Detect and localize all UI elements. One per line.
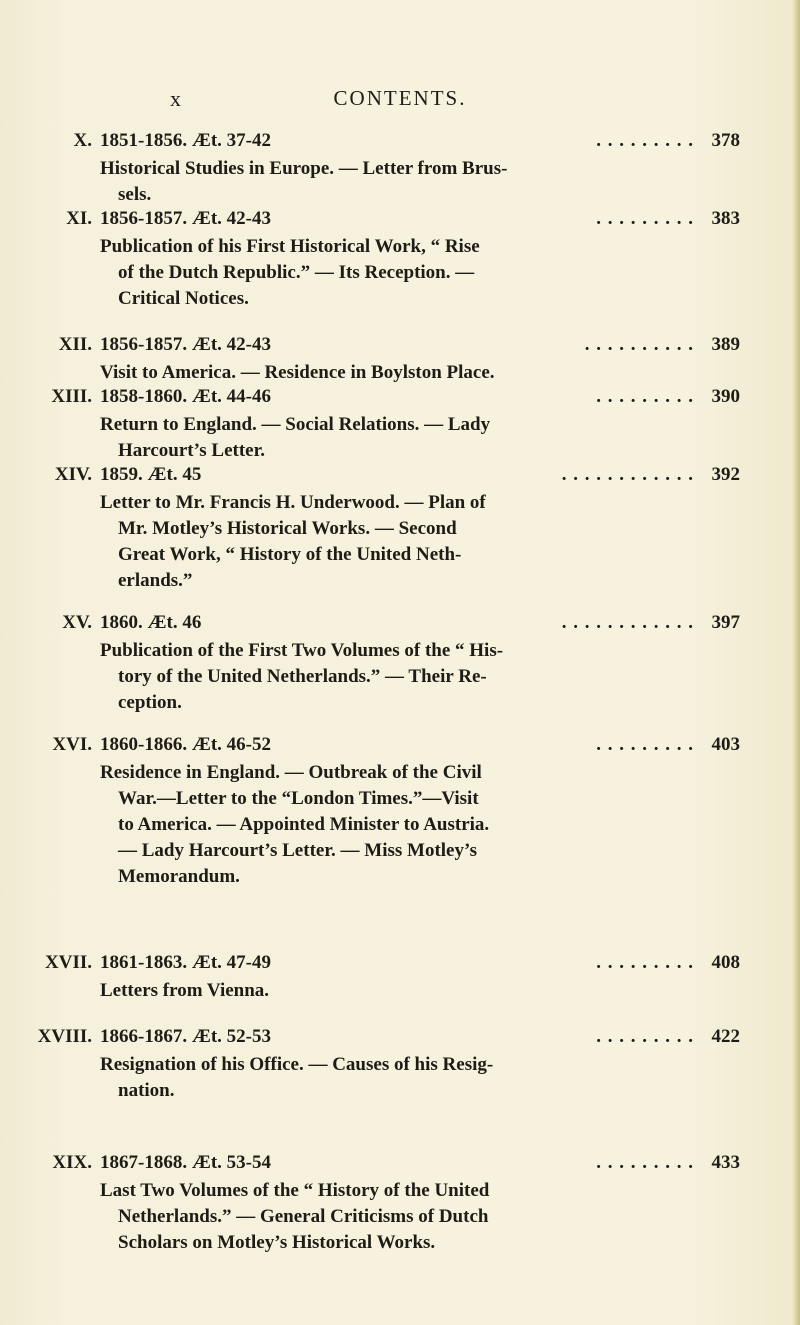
entry-heading	[58, 334, 740, 360]
running-head: CONTENTS.	[333, 86, 467, 110]
dot-leaders: . . . . . . . . .	[596, 952, 694, 973]
entry-heading	[54, 464, 740, 490]
chapter-dates: 1860. Æt. 46	[100, 612, 202, 633]
summary-line: ception.	[118, 692, 182, 713]
dot-leaders: . . . . . . . . .	[596, 1152, 694, 1173]
entry-summary	[100, 234, 740, 312]
entry-summary	[100, 360, 740, 386]
page-number: 397	[711, 612, 740, 633]
page-header	[0, 86, 800, 116]
summary-line: — Lady Harcourt’s Letter. — Miss Motley’s	[118, 840, 478, 861]
entry-heading	[62, 612, 740, 638]
summary-line: Publication of the First Two Volumes of the “ His-	[100, 640, 504, 661]
chapter-numeral: XIV.	[54, 464, 92, 485]
summary-line: sels.	[118, 184, 152, 205]
entry-heading	[73, 130, 740, 156]
dot-leaders: . . . . . . . . .	[596, 130, 694, 151]
summary-line: Great Work, “ History of the United Neth-	[118, 544, 462, 565]
page-number: 422	[711, 1026, 740, 1047]
chapter-numeral: XI.	[66, 208, 92, 229]
page-number: 392	[711, 464, 740, 485]
chapter-numeral: XIX.	[52, 1152, 92, 1173]
summary-line: Scholars on Motley’s Historical Works.	[118, 1232, 436, 1253]
summary-line: Netherlands.” — General Criticisms of Dutch	[118, 1206, 489, 1227]
entry-summary	[100, 1052, 740, 1104]
summary-line: War.—Letter to the “London Times.”—Visit	[118, 788, 479, 809]
contents-entry	[51, 386, 740, 464]
summary-line: tory of the United Netherlands.” — Their Re-	[118, 666, 487, 687]
chapter-numeral: XV.	[62, 612, 92, 633]
contents-entry	[45, 952, 740, 1004]
summary-line: to America. — Appointed Minister to Austria.	[118, 814, 490, 835]
entry-heading	[66, 208, 740, 234]
contents-entry	[52, 1152, 740, 1256]
chapter-dates: 1856-1857. Æt. 42-43	[100, 334, 271, 355]
chapter-dates: 1858-1860. Æt. 44-46	[100, 386, 271, 407]
entry-summary	[100, 156, 740, 208]
page-number: 390	[711, 386, 740, 407]
chapter-numeral: XVII.	[45, 952, 92, 973]
entry-summary	[100, 760, 740, 890]
contents-entry	[54, 464, 740, 594]
page-number: 408	[711, 952, 740, 973]
dot-leaders: . . . . . . . . . . . .	[561, 612, 694, 633]
page-number: 403	[711, 734, 740, 755]
chapter-dates: 1860-1866. Æt. 46-52	[100, 734, 271, 755]
chapter-numeral: XVI.	[52, 734, 92, 755]
contents-entry	[66, 208, 740, 312]
summary-line: nation.	[118, 1080, 175, 1101]
chapter-dates: 1867-1868. Æt. 53-54	[100, 1152, 271, 1173]
entry-heading	[45, 952, 740, 978]
contents-entry	[37, 1026, 740, 1104]
chapter-dates: 1851-1856. Æt. 37-42	[100, 130, 271, 151]
page-number: 433	[711, 1152, 740, 1173]
summary-line: Resignation of his Office. — Causes of his Resig-	[100, 1054, 494, 1075]
chapter-dates: 1859. Æt. 45	[100, 464, 202, 485]
contents-entry	[58, 334, 740, 386]
entry-heading	[51, 386, 740, 412]
chapter-dates: 1866-1867. Æt. 52-53	[100, 1026, 271, 1047]
contents-entry	[62, 612, 740, 716]
entry-summary	[100, 978, 740, 1004]
summary-line: Memorandum.	[118, 866, 240, 887]
entry-summary	[100, 638, 740, 716]
chapter-numeral: X.	[73, 130, 92, 151]
entry-heading	[52, 734, 740, 760]
entry-heading	[37, 1026, 740, 1052]
summary-line: Last Two Volumes of the “ History of the United	[100, 1180, 490, 1201]
summary-line: Visit to America. — Residence in Boylston Place.	[100, 362, 495, 383]
summary-line: Residence in England. — Outbreak of the Civil	[100, 762, 482, 783]
chapter-numeral: XII.	[58, 334, 92, 355]
summary-line: of the Dutch Republic.” — Its Reception. —	[118, 262, 475, 283]
chapter-dates: 1861-1863. Æt. 47-49	[100, 952, 271, 973]
page-number: 383	[711, 208, 740, 229]
dot-leaders: . . . . . . . . . . . .	[561, 464, 694, 485]
dot-leaders: . . . . . . . . .	[596, 386, 694, 407]
entry-summary	[100, 490, 740, 594]
page-folio: x	[170, 86, 182, 111]
dot-leaders: . . . . . . . . . .	[584, 334, 694, 355]
summary-line: Harcourt’s Letter.	[118, 440, 266, 461]
dot-leaders: . . . . . . . . .	[596, 208, 694, 229]
entry-summary	[100, 1178, 740, 1256]
summary-line: Mr. Motley’s Historical Works. — Second	[118, 518, 457, 539]
summary-line: Publication of his First Historical Work, “ Rise	[100, 236, 480, 257]
entry-heading	[52, 1152, 740, 1178]
summary-line: Letter to Mr. Francis H. Underwood. — Plan of	[100, 492, 486, 513]
chapter-dates: 1856-1857. Æt. 42-43	[100, 208, 271, 229]
entry-summary	[100, 412, 740, 464]
contents-entry	[52, 734, 740, 890]
summary-line: erlands.”	[118, 570, 193, 591]
summary-line: Critical Notices.	[118, 288, 249, 309]
dot-leaders: . . . . . . . . .	[596, 734, 694, 755]
dot-leaders: . . . . . . . . .	[596, 1026, 694, 1047]
summary-line: Historical Studies in Europe. — Letter from Brus-	[100, 158, 508, 179]
summary-line: Letters from Vienna.	[100, 980, 270, 1001]
contents-entry	[73, 130, 740, 208]
chapter-numeral: XIII.	[51, 386, 92, 407]
summary-line: Return to England. — Social Relations. — Lady	[100, 414, 491, 435]
page-edge	[792, 0, 800, 1325]
chapter-numeral: XVIII.	[37, 1026, 92, 1047]
page-number: 389	[711, 334, 740, 355]
page-number: 378	[711, 130, 740, 151]
